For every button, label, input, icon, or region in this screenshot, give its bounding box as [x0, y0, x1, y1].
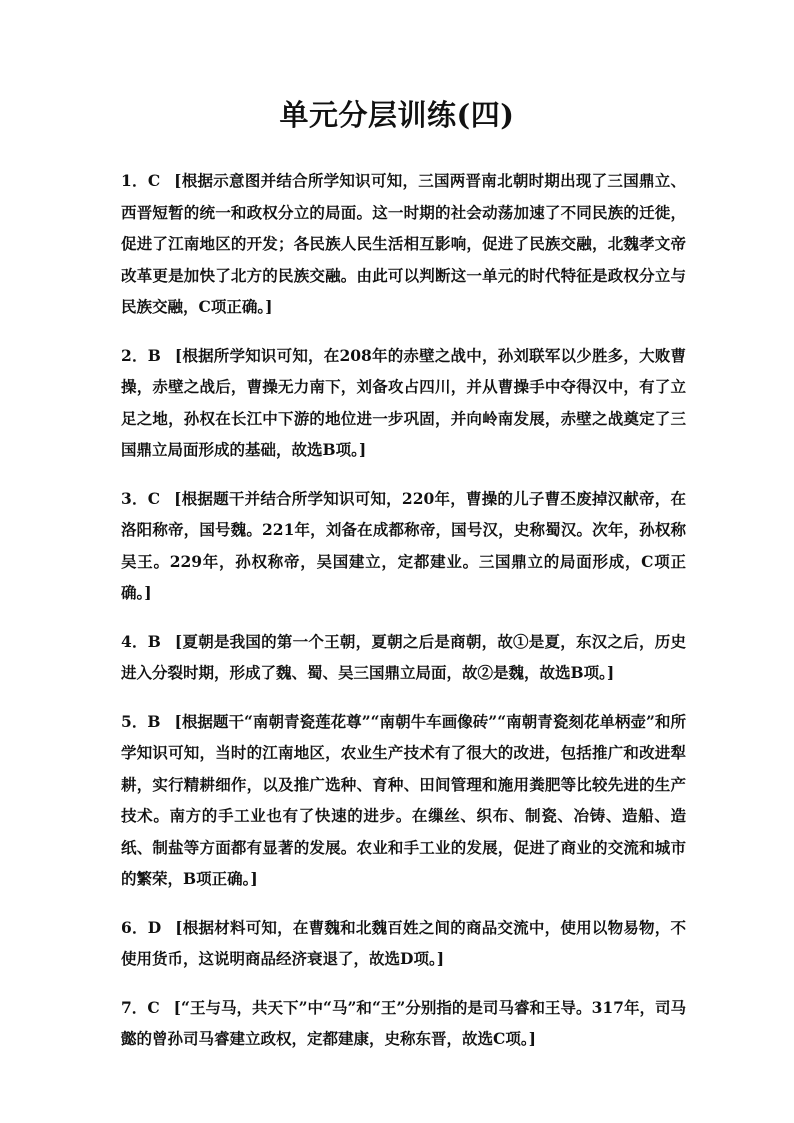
answer-item-3	[121, 483, 686, 609]
answer-number: 7．C	[121, 997, 160, 1017]
answer-number: 3．C	[121, 488, 161, 508]
answer-number: 2．B	[121, 345, 161, 365]
answer-item-2	[121, 340, 686, 466]
answer-number: 5．B	[121, 711, 161, 731]
answer-number: 6．D	[121, 917, 162, 937]
answer-explanation: [根据示意图并结合所学知识可知，三国两晋南北朝时期出现了三国鼎立、西晋短暂的统一和政权分立的局面。这一时期的社会动荡加速了不同民族的迁徙，促进了江南地区的开发；各民族人民生活相互影响，促进了民族交融，北魏孝文帝改革更是加快了北方的民族交融。由此可以判断这一单元的时代特征是政权分立与民族交融，C项正确。]	[121, 171, 686, 316]
answer-list	[121, 165, 686, 1072]
answer-number: 4．B	[121, 631, 161, 651]
page-title: 单元分层训练(四)	[279, 98, 515, 132]
answer-explanation: [根据所学知识可知，在208年的赤壁之战中，孙刘联军以少胜多，大败曹操，赤壁之战后，曹操无力南下，刘备攻占四川，并从曹操手中夺得汉中，有了立足之地，孙权在长江中下游的地位进一步巩固，并向岭南发展，赤壁之战奠定了三国鼎立局面形成的基础，故选B项。]	[121, 345, 686, 459]
answer-item-6	[121, 912, 686, 975]
answer-item-1	[121, 165, 686, 323]
answer-item-7	[121, 992, 686, 1055]
answer-item-5	[121, 706, 686, 895]
answer-item-4	[121, 626, 686, 689]
answer-explanation: [“王与马，共天下”中“马”和“王”分别指的是司马睿和王导。317年，司马懿的曾孙司马睿建立政权，定都建康，史称东晋，故选C项。]	[121, 997, 687, 1048]
answer-explanation: [根据材料可知，在曹魏和北魏百姓之间的商品交流中，使用以物易物，不使用货币，这说明商品经济衰退了，故选D项。]	[121, 917, 686, 968]
answer-explanation: [根据题干并结合所学知识可知，220年，曹操的儿子曹丕废掉汉献帝，在洛阳称帝，国号魏。221年，刘备在成都称帝，国号汉，史称蜀汉。次年，孙权称吴王。229年，孙权称帝，吴国建立，定都建业。三国鼎立的局面形成，C项正确。]	[121, 488, 686, 602]
answer-explanation: [根据题干“南朝青瓷莲花尊”“南朝牛车画像砖”“南朝青瓷刻花单柄壶”和所学知识可知，当时的江南地区，农业生产技术有了很大的改进，包括推广和改进犁耕，实行精耕细作，以及推广选种、育种、田间管理和施用粪肥等比较先进的生产技术。南方的手工业也有了快速的进步。在缫丝、织布、制瓷、冶铸、造船、造纸、制盐等方面都有显著的发展。农业和手工业的发展，促进了商业的交流和城市的繁荣，B项正确。]	[121, 711, 686, 888]
answer-number: 1．C	[121, 171, 161, 190]
answer-explanation: [夏朝是我国的第一个王朝，夏朝之后是商朝，故①是夏，东汉之后，历史进入分裂时期，形成了魏、蜀、吴三国鼎立局面，故②是魏，故选B项。]	[121, 631, 686, 682]
